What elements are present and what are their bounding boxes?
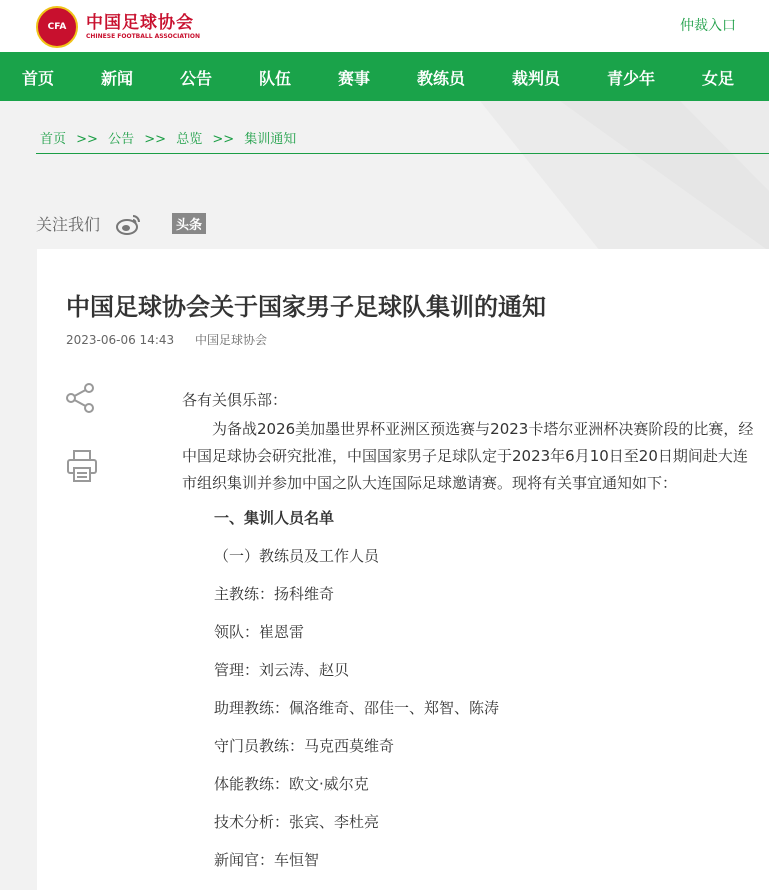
subsection-heading: （一）教练员及工作人员 [214,547,380,565]
breadcrumb-home[interactable]: 首页 [40,132,67,147]
nav-item-coaches[interactable]: 教练员 [417,69,466,88]
breadcrumb [40,128,302,147]
nav-item-youth[interactable]: 青少年 [607,69,656,88]
nav-item-referees[interactable]: 裁判员 [512,69,561,88]
nav-item-news[interactable]: 新闻 [101,69,134,88]
article-meta [66,331,284,348]
section-heading: 一、集训人员名单 [214,509,335,527]
staff-line: 技术分析：张宾、李杜亮 [214,813,380,831]
breadcrumb-overview[interactable]: 总览 [176,132,203,147]
staff-line: 新闻官：车恒智 [214,851,320,869]
logo-badge-text: CFA [47,22,67,32]
nav-item-events[interactable]: 赛事 [338,69,371,88]
weibo-icon[interactable] [116,213,142,235]
intro-paragraph: 为备战2026美加墨世界杯亚洲区预选赛与2023卡塔尔亚洲杯决赛阶段的比赛，经中国足球协会研究批准，中国国家男子足球队定于2023年6月10日至20日期间赴大连市组织集训并参加中国之队大连国际足球邀请赛。现将有关事宜通知如下： [182,420,754,492]
nav-item-womens[interactable]: 女足 [702,69,735,88]
staff-line: 助理教练：佩洛维奇、邵佳一、郑智、陈涛 [214,699,500,717]
breadcrumb-separator: >> [144,132,167,147]
article-body [182,387,762,874]
cfa-logo[interactable] [36,6,200,48]
top-bar [0,0,769,52]
greeting: 各有关俱乐部： [182,391,288,409]
staff-line: 管理：刘云涛、赵贝 [214,661,350,679]
logo-name-cn: 中国足球协会 [86,13,194,33]
article-source: 中国足球协会 [194,333,267,347]
nav-item-teams[interactable]: 队伍 [259,69,292,88]
nav-item-announcements[interactable]: 公告 [180,69,213,88]
follow-us-label: 关注我们 [36,215,101,234]
staff-line: 守门员教练：马克西莫维奇 [214,737,395,755]
toutiao-icon[interactable]: 头条 [172,213,206,234]
staff-line: 领队：崔恩雷 [214,623,305,641]
share-icon[interactable] [65,382,97,414]
nav-item-home[interactable]: 首页 [22,69,55,88]
article-title: 中国足球协会关于国家男子足球队集训的通知 [66,293,546,321]
breadcrumb-current[interactable]: 集训通知 [244,132,297,147]
cfa-emblem-icon [36,6,78,48]
breadcrumb-separator: >> [76,132,98,147]
staff-line: 主教练：扬科维奇 [214,585,335,603]
follow-us [36,212,206,235]
arbitration-entry-link[interactable]: 仲裁入口 [680,18,736,34]
breadcrumb-separator: >> [212,132,235,147]
article-date: 2023-06-06 14:43 [66,333,175,347]
logo-name-en: CHINESE FOOTBALL ASSOCIATION [86,33,201,40]
staff-line: 体能教练：欧文·威尔克 [214,775,369,793]
main-nav [0,52,769,101]
print-icon[interactable] [66,449,98,483]
breadcrumb-announcements[interactable]: 公告 [108,132,135,147]
breadcrumb-divider [36,153,769,154]
article-card [37,249,769,890]
